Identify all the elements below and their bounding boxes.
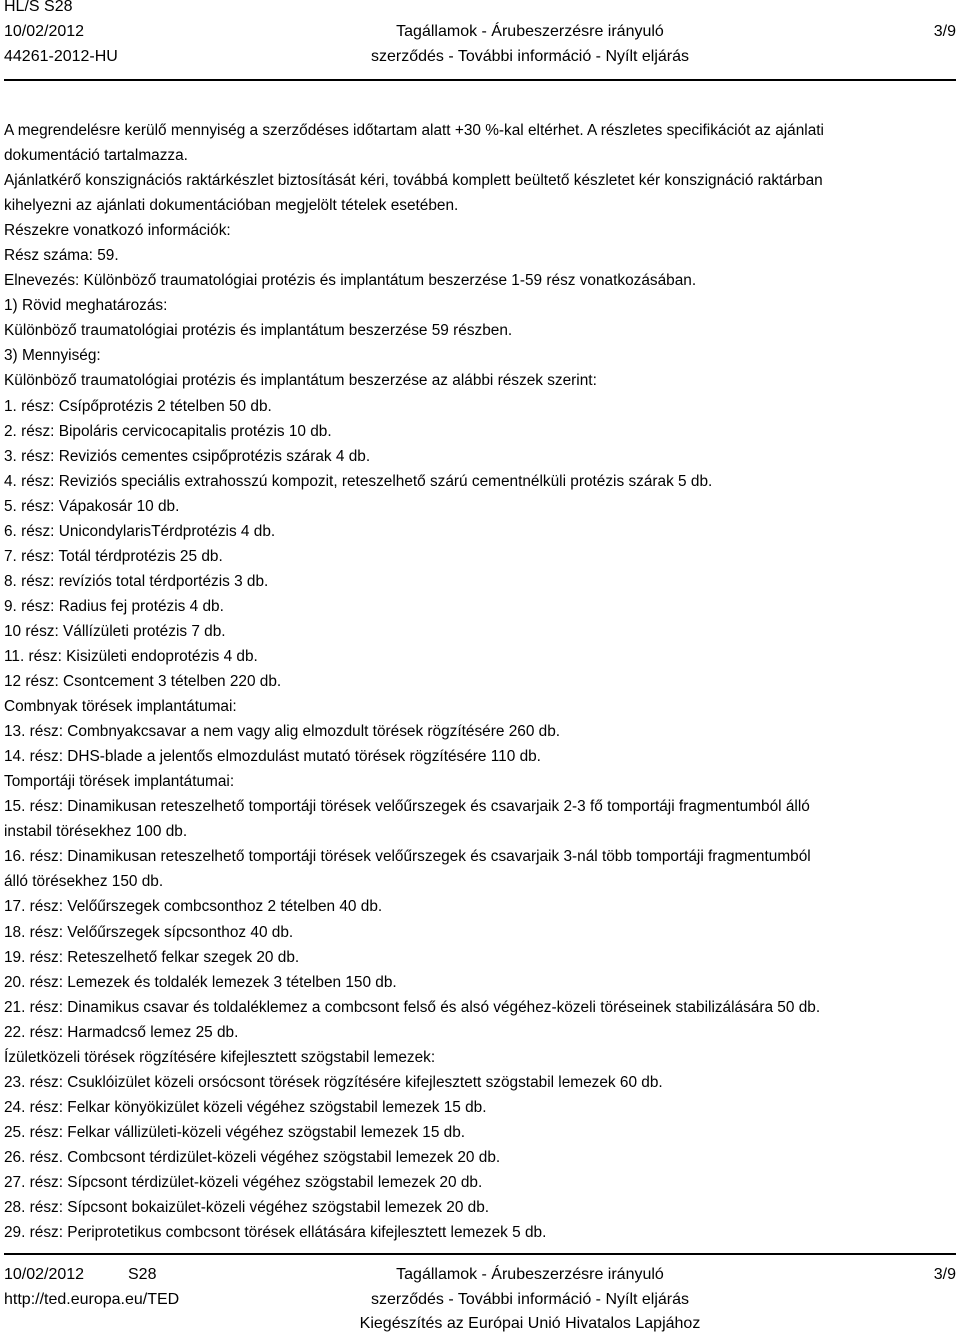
body-line: 15. rész: Dinamikusan reteszelhető tomportáji törések velőűrszegek és csavarjaik 2-3 fő tomportáji fragmentumból álló — [4, 798, 810, 816]
body-line: 1. rész: Csípőprotézis 2 tételben 50 db. — [4, 397, 272, 415]
body-line: álló törésekhez 150 db. — [4, 873, 164, 891]
footer-title-line1: Tagállamok - Árubeszerzésre irányuló — [396, 1266, 664, 1283]
body-line: instabil törésekhez 100 db. — [4, 823, 188, 841]
header-date: 10/02/2012 — [4, 23, 85, 40]
body-line: Rész száma: 59. — [4, 247, 119, 265]
body-line: 2. rész: Bipoláris cervicocapitalis protézis 10 db. — [4, 422, 332, 440]
body-line: 8. rész: revíziós total térdportézis 3 db. — [4, 572, 269, 590]
body-line: 3) Mennyiség: — [4, 347, 101, 365]
body-line: 24. rész: Felkar könyökizület közeli végéhez szögstabil lemezek 15 db. — [4, 1098, 487, 1116]
body-line: 27. rész: Sípcsont térdizület-közeli végéhez szögstabil lemezek 20 db. — [4, 1173, 483, 1191]
body-line: 14. rész: DHS-blade a jelentős elmozdulást mutató törések rögzítésére 110 db. — [4, 748, 541, 766]
footer-date: 10/02/2012 — [4, 1266, 85, 1283]
body-line: 21. rész: Dinamikus csavar és toldaléklemez a combcsont felső és alsó végéhez-közeli töréseinek stabilizálására 50 db. — [4, 998, 821, 1016]
header-series: HL/S S28 — [4, 0, 73, 15]
body-line: 23. rész: Csuklóizület közeli orsócsont törések rögzítésére kifejlesztett szögstabil lemezek 60 db. — [4, 1073, 663, 1091]
body-line: Részekre vonatkozó információk: — [4, 222, 231, 240]
header-page-number: 3/9 — [933, 23, 956, 40]
body-line: 6. rész: UnicondylarisTérdprotézis 4 db. — [4, 522, 276, 540]
footer-url: http://ted.europa.eu/TED — [4, 1291, 180, 1308]
body-line: 5. rész: Vápakosár 10 db. — [4, 497, 180, 515]
footer-series: S28 — [128, 1266, 157, 1283]
footer-title-line2: szerződés - További információ - Nyílt eljárás — [370, 1291, 690, 1308]
header-notice-id: 44261-2012-HU — [4, 48, 118, 65]
header-title-line1: Tagállamok - Árubeszerzésre irányuló — [396, 23, 664, 40]
body-line: Különböző traumatológiai protézis és implantátum beszerzése 59 részben. — [4, 322, 513, 340]
body-line: 26. rész. Combcsont térdizület-közeli végéhez szögstabil lemezek 20 db. — [4, 1148, 501, 1166]
body-line: kihelyezni az ajánlati dokumentációban megjelölt tételek esetében. — [4, 197, 459, 215]
body-line: 16. rész: Dinamikusan reteszelhető tomportáji törések velőűrszegek és csavarjaik 3-nál több tomportáji fragmentumból — [4, 848, 811, 866]
body-line: 20. rész: Lemezek és toldalék lemezek 3 tételben 150 db. — [4, 973, 397, 991]
body-line: Tomportáji törések implantátumai: — [4, 773, 235, 791]
body-line: 9. rész: Radius fej protézis 4 db. — [4, 597, 224, 615]
body-line: 7. rész: Totál térdprotézis 25 db. — [4, 547, 223, 565]
body-line: 28. rész: Sípcsont bokaizület-közeli végéhez szögstabil lemezek 20 db. — [4, 1199, 490, 1217]
body-line: Elnevezés: Különböző traumatológiai protézis és implantátum beszerzése 1-59 rész vonatkozásában. — [4, 272, 697, 290]
body-line: 11. rész: Kisizületi endoprotézis 4 db. — [4, 647, 258, 665]
body-line: 10 rész: Vállízületi protézis 7 db. — [4, 622, 226, 640]
body-line: 1) Rövid meghatározás: — [4, 297, 168, 315]
body-line: 22. rész: Harmadcső lemez 25 db. — [4, 1023, 239, 1041]
document-body — [4, 118, 949, 1245]
footer-divider — [4, 1253, 956, 1255]
body-line: dokumentáció tartalmazza. — [4, 147, 188, 165]
body-line: 18. rész: Velőűrszegek sípcsonthoz 40 db. — [4, 923, 294, 941]
body-line: 13. rész: Combnyakcsavar a nem vagy alig elmozdult törések rögzítésére 260 db. — [4, 723, 561, 741]
body-line: 19. rész: Reteszelhető felkar szegek 20 db. — [4, 948, 300, 966]
body-line: Ajánlatkérő konszignációs raktárkészlet biztosítását kéri, továbbá komplett beültető készletet kér konszignáció raktárban — [4, 172, 823, 190]
body-line: Ízületközeli törések rögzítésére kifejlesztett szögstabil lemezek: — [4, 1048, 436, 1066]
body-line: 4. rész: Reviziós speciális extrahosszú kompozit, reteszelhető szárú cementnélküli protézis szárak 5 db. — [4, 472, 713, 490]
body-line: 25. rész: Felkar vállizületi-közeli végéhez szögstabil lemezek 15 db. — [4, 1123, 466, 1141]
footer-title-line3: Kiegészítés az Európai Unió Hivatalos Lapjához — [359, 1315, 701, 1332]
body-line: Különböző traumatológiai protézis és implantátum beszerzése az alábbi részek szerint: — [4, 372, 597, 390]
body-line: 3. rész: Reviziós cementes csipőprotézis szárak 4 db. — [4, 447, 371, 465]
body-line: 12 rész: Csontcement 3 tételben 220 db. — [4, 673, 282, 691]
body-line: 17. rész: Velőűrszegek combcsonthoz 2 tételben 40 db. — [4, 898, 383, 916]
header-divider — [4, 79, 956, 81]
body-line: A megrendelésre kerülő mennyiség a szerződéses időtartam alatt +30 %-kal eltérhet. A részletes specifikációt az ajánlati — [4, 122, 824, 139]
body-line: Combnyak törések implantátumai: — [4, 698, 237, 716]
header-title-line2: szerződés - További információ - Nyílt eljárás — [370, 48, 690, 65]
footer-page-number: 3/9 — [933, 1266, 956, 1283]
body-line: 29. rész: Periprotetikus combcsont törések ellátására kifejlesztett lemezek 5 db. — [4, 1224, 547, 1242]
